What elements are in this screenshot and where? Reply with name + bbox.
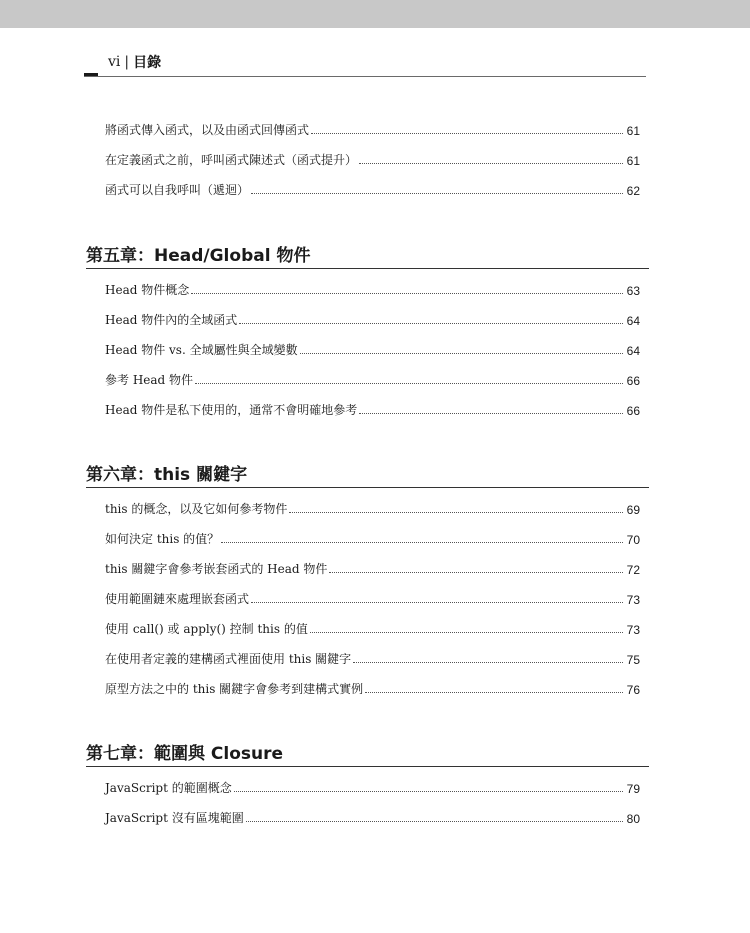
leader-dots [289,512,622,513]
toc-entry-title: 在定義函式之前，呼叫函式陳述式（函式提升） [105,153,358,167]
leader-dots [300,353,623,354]
toc-entry-page: 70 [626,533,640,547]
toc-entry[interactable] [105,527,640,547]
toc-entry-title: 函式可以自我呼叫（遞迴） [105,183,250,197]
leader-dots [359,163,623,164]
toc-entry[interactable] [105,497,640,517]
toc-entry-page: 62 [626,184,640,198]
toc-entry[interactable] [105,368,640,388]
chapter-heading[interactable]: 第七章：範圍與 Closure [86,744,284,764]
toc-entry-title: Head 物件概念 [105,283,190,297]
leader-dots [234,791,623,792]
toc-entry[interactable] [105,647,640,667]
toc-entry-page: 73 [626,623,640,637]
toc-entry-title: Head 物件 vs. 全域屬性與全域變數 [105,343,298,357]
leader-dots [310,632,623,633]
chapter-rule [86,268,649,269]
leader-dots [221,542,622,543]
toc-entry-title: 如何決定 this 的值？ [105,532,220,546]
toc-entry-title: JavaScript 的範圍概念 [105,781,232,795]
running-header [108,52,161,72]
toc-entry[interactable] [105,148,640,168]
toc-entry-page: 61 [626,154,640,168]
leader-dots [191,293,622,294]
toc-entry-page: 66 [626,374,640,388]
toc-entry[interactable] [105,278,640,298]
toc-entry-title: 使用 call() 或 apply() 控制 this 的值 [105,622,308,636]
header-separator: | [124,54,130,70]
toc-entry-page: 63 [626,284,640,298]
toc-entry-page: 61 [626,124,640,138]
header-rule [84,76,646,77]
toc-entry-title: 使用範圍鏈來處理嵌套函式 [105,592,250,606]
leader-dots [329,572,622,573]
leader-dots [311,133,623,134]
leader-dots [195,383,623,384]
leader-dots [251,602,623,603]
toc-entry[interactable] [105,338,640,358]
toc-entry-page: 69 [626,503,640,517]
toc-entry-page: 79 [626,782,640,796]
toc-entry-page: 72 [626,563,640,577]
toc-entry-page: 76 [626,683,640,697]
header-page-number: vi [108,54,121,70]
toc-entry[interactable] [105,617,640,637]
toc-entry-title: 原型方法之中的 this 關鍵字會參考到建構式實例 [105,682,364,696]
chapter-rule [86,487,649,488]
chapter-rule [86,766,649,767]
leader-dots [359,413,622,414]
toc-entry-title: this 的概念，以及它如何參考物件 [105,502,288,516]
chapter-heading[interactable]: 第六章：this 關鍵字 [86,465,248,485]
toc-entry-title: 將函式傳入函式，以及由函式回傳函式 [105,123,310,137]
toc-entry[interactable] [105,118,640,138]
toc-entry-title: JavaScript 沒有區塊範圍 [105,811,244,825]
leader-dots [353,662,622,663]
toc-entry[interactable] [105,308,640,328]
top-gray-band [0,0,750,28]
toc-entry-page: 66 [626,404,640,418]
toc-entry-page: 75 [626,653,640,667]
leader-dots [365,692,622,693]
leader-dots [239,323,622,324]
toc-entry-title: this 關鍵字會參考嵌套函式的 Head 物件 [105,562,328,576]
leader-dots [246,821,623,822]
toc-entry[interactable] [105,806,640,826]
toc-entry[interactable] [105,776,640,796]
leader-dots [251,193,623,194]
toc-entry-title: Head 物件內的全域函式 [105,313,238,327]
toc-entry-title: Head 物件是私下使用的，通常不會明確地參考 [105,403,358,417]
chapter-heading[interactable]: 第五章：Head/Global 物件 [86,246,311,266]
toc-entry[interactable] [105,178,640,198]
toc-entry-page: 80 [626,812,640,826]
toc-entry-title: 在使用者定義的建構函式裡面使用 this 關鍵字 [105,652,352,666]
toc-entry[interactable] [105,677,640,697]
toc-entry-page: 73 [626,593,640,607]
toc-entry[interactable] [105,557,640,577]
toc-entry[interactable] [105,398,640,418]
toc-entry-page: 64 [626,344,640,358]
header-title: 目錄 [133,55,162,71]
toc-entry-page: 64 [626,314,640,328]
toc-entry-title: 參考 Head 物件 [105,373,194,387]
toc-entry[interactable] [105,587,640,607]
